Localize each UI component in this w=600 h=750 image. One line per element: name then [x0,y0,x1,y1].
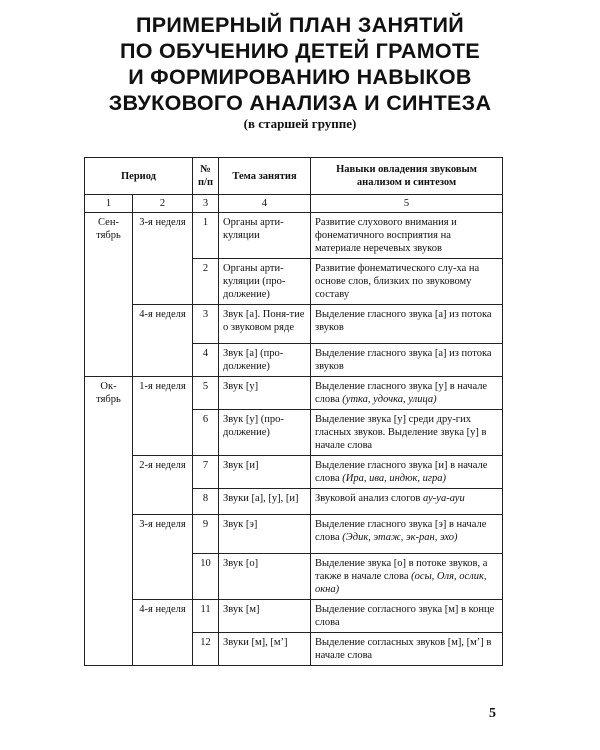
row-skill: Выделение согласного звука [м] в конце слова [311,600,503,633]
row-topic: Органы арти-куляции [219,213,311,259]
week-cell: 4-я неделя [133,305,193,377]
row-topic: Звук [а]. Поня-тие о звуковом ряде [219,305,311,344]
row-topic: Звук [о] [219,554,311,600]
col-num-5: 5 [311,195,503,213]
row-number: 1 [193,213,219,259]
table-row [85,515,503,554]
skill-examples: ау-уа-ауи [423,493,465,504]
row-number: 4 [193,344,219,377]
table-row [85,377,503,410]
row-skill [311,554,503,600]
week-cell: 2-я неделя [133,456,193,515]
row-topic: Звуки [м], [м’] [219,633,311,666]
row-number: 7 [193,456,219,489]
skill-text: Звуковой анализ слогов [315,493,421,504]
row-number: 10 [193,554,219,600]
header-number: № п/п [193,158,219,195]
table-row [85,213,503,259]
title-line-4: ЗВУКОВОГО АНАЛИЗА И СИНТЕЗА [108,91,492,115]
row-skill: Выделение звука [у] среди дру-гих гласных звуков. Выделение звука [у] в начале слова [311,410,503,456]
lesson-plan-table [84,157,503,666]
skill-examples: (Ира, ива, индюк, игра) [342,473,447,484]
month-october: Ок-тябрь [85,377,133,666]
row-number: 2 [193,259,219,305]
row-skill [311,489,503,515]
row-number: 5 [193,377,219,410]
month-september: Сен-тябрь [85,213,133,377]
skill-text: Выделение гласного звука [э] в начале слова [315,519,487,543]
table-row [85,456,503,489]
row-topic: Звук [и] [219,456,311,489]
page-number: 5 [489,706,496,721]
week-cell: 3-я неделя [133,515,193,600]
page-subtitle: (в старшей группе) [243,116,357,131]
col-num-4: 4 [219,195,311,213]
row-topic: Звуки [а], [у], [и] [219,489,311,515]
title-line-1: ПРИМЕРНЫЙ ПЛАН ЗАНЯТИЙ [135,13,465,37]
skill-examples: (Эдик, этаж, эк-ран, эхо) [342,532,458,543]
row-skill: Выделение гласного звука [а] из потока звуков [311,344,503,377]
table-row [85,600,503,633]
title-line-3: И ФОРМИРОВАНИЮ НАВЫКОВ [128,65,472,89]
row-number: 3 [193,305,219,344]
row-number: 9 [193,515,219,554]
row-topic: Органы арти-куляции (про-должение) [219,259,311,305]
header-skills: Навыки овладения звуковым анализом и синтезом [311,158,503,195]
skill-examples: (осы, Оля, ослик, окна) [315,571,487,595]
row-topic: Звук [м] [219,600,311,633]
col-num-3: 3 [193,195,219,213]
title-line-2: ПО ОБУЧЕНИЮ ДЕТЕЙ ГРАМОТЕ [119,39,481,63]
row-skill [311,456,503,489]
header-period: Период [85,158,193,195]
row-number: 12 [193,633,219,666]
header-topic: Тема занятия [219,158,311,195]
page-title [0,12,600,116]
row-number: 11 [193,600,219,633]
table-header-row [85,158,503,195]
col-num-1: 1 [85,195,133,213]
row-skill: Развитие фонематического слу-ха на основе слов, близких по звуковому составу [311,259,503,305]
row-number: 8 [193,489,219,515]
skill-text: Выделение звука [о] в потоке звуков, а также в начале слова [315,558,488,582]
row-topic: Звук [у] [219,377,311,410]
row-skill [311,515,503,554]
row-skill: Развитие слухового внимания и фонематичного восприятия на материале неречевых звуков [311,213,503,259]
week-cell: 1-я неделя [133,377,193,456]
week-cell: 4-я неделя [133,600,193,666]
row-skill [311,377,503,410]
row-number: 6 [193,410,219,456]
row-topic: Звук [э] [219,515,311,554]
table-row [85,305,503,344]
row-topic: Звук [а] (про-должение) [219,344,311,377]
column-number-row [85,195,503,213]
skill-text: Выделение гласного звука [и] в начале слова [315,460,488,484]
row-topic: Звук [у] (про-должение) [219,410,311,456]
row-skill: Выделение согласных звуков [м], [м’] в начале слова [311,633,503,666]
skill-text: Выделение гласного звука [у] в начале слова [315,381,488,405]
week-cell: 3-я неделя [133,213,193,305]
row-skill: Выделение гласного звука [а] из потока звуков [311,305,503,344]
skill-examples: (утка, удочка, улица) [342,394,437,405]
col-num-2: 2 [133,195,193,213]
